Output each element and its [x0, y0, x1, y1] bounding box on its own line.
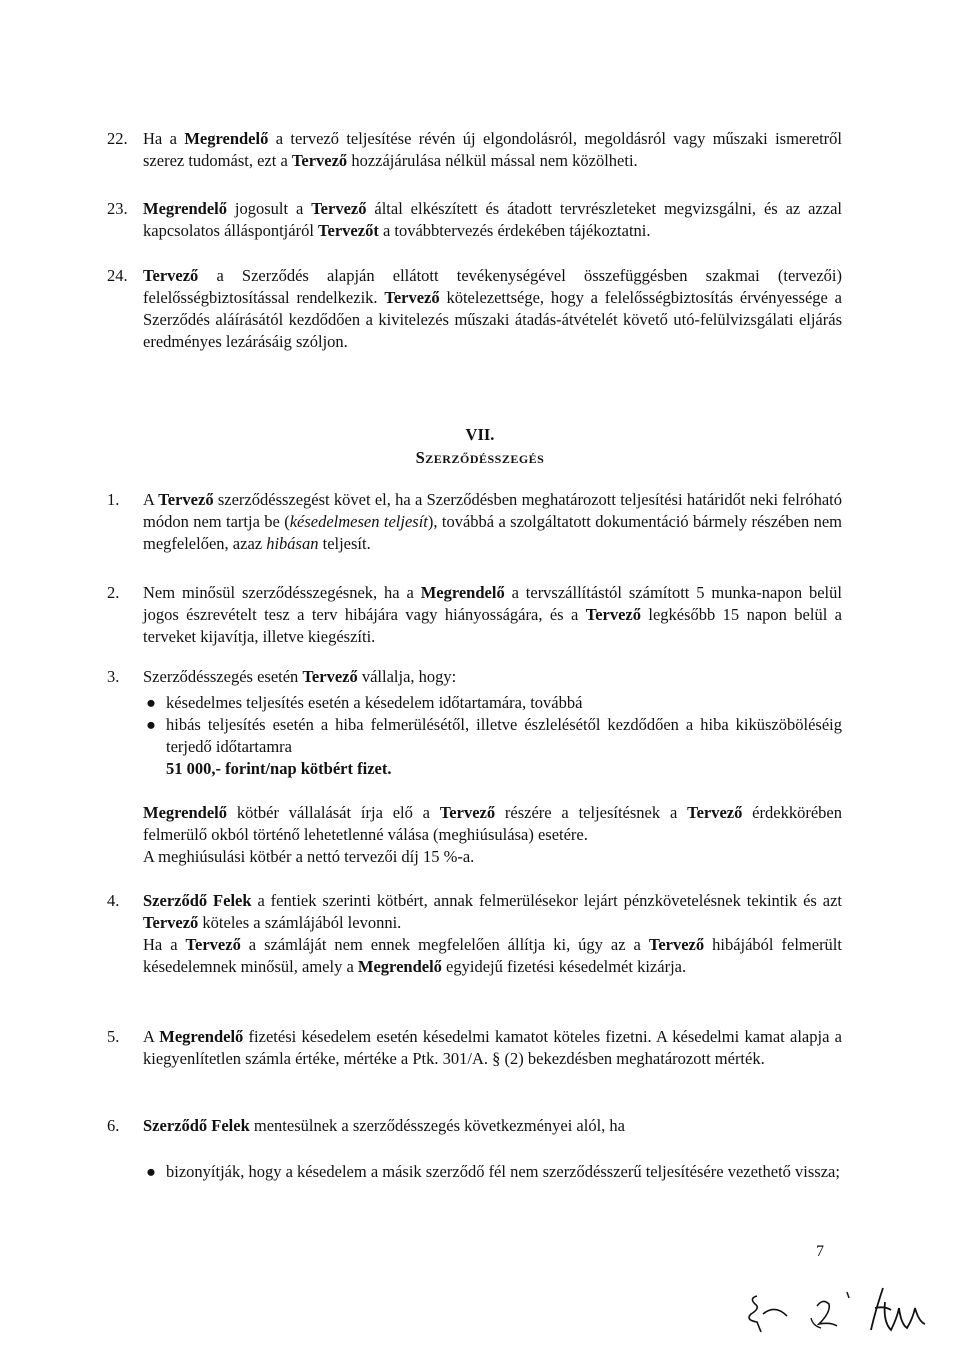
text-run: teljesít. — [318, 534, 371, 553]
bullet-list — [143, 1161, 842, 1183]
paragraph-text — [143, 1026, 842, 1070]
bold-term: Tervező — [439, 803, 496, 822]
bold-term: Tervezőt — [318, 221, 379, 240]
paragraph-part-2 — [143, 934, 842, 978]
paragraph-text — [143, 489, 842, 555]
page-number: 7 — [816, 1243, 824, 1260]
section-number: VII. — [465, 425, 495, 444]
item-text — [143, 265, 842, 353]
penalty-amount: 51 000,- forint/nap kötbért fizet. — [166, 759, 392, 778]
paragraph-3 — [107, 666, 842, 868]
bold-term: Tervező — [585, 605, 641, 624]
paragraph-text — [143, 582, 842, 648]
bold-term: Tervező — [302, 667, 358, 686]
text-run: a Szerződés alapján ellátott tevékenységével összefüggésben szakmai (tervezői) felelősségbiztosítással rendelkezik. — [143, 266, 842, 307]
text-run: egyidejű fizetési késedelmét kizárja. — [441, 957, 687, 976]
text-run: vállalja, hogy: — [357, 667, 457, 686]
list-item-text: késedelmes teljesítés esetén a késedelem időtartamára, továbbá — [166, 693, 583, 712]
text-run: A — [143, 490, 159, 509]
bold-term: Megrendelő — [143, 803, 228, 822]
paragraph-intro — [143, 1115, 842, 1137]
bold-term: Tervező — [384, 288, 440, 307]
bold-term: Tervező — [291, 151, 348, 170]
bold-term: Tervező — [648, 935, 705, 954]
paragraph-number: 4. — [107, 891, 120, 910]
list-item — [143, 692, 842, 714]
text-run: fizetési késedelem esetén késedelmi kamatot köteles fizetni. A késedelmi kamat alapja a kiegyenlítetlen számla értéke, mértéke a Ptk. 301/A. § (2) bekezdésben meghatározott mérték. — [143, 1027, 842, 1068]
text-run: a fentiek szerinti kötbért, annak felmerülésekor lejárt pénzkövetelésnek tekintik és azt — [251, 891, 842, 910]
paragraph-number: 2. — [107, 583, 120, 602]
text-run: Szerződésszegés esetén — [143, 667, 303, 686]
bold-term: Tervező — [687, 803, 743, 822]
item-number: 23. — [107, 199, 128, 218]
paragraph-2 — [107, 582, 842, 648]
bold-term: Megrendelő — [184, 129, 269, 148]
text-run: a számláját nem ennek megfelelően állítja ki, úgy az a — [240, 935, 649, 954]
signature-initials-icon — [735, 1278, 935, 1338]
bold-term: Tervező — [185, 935, 241, 954]
bold-term: Tervező — [143, 266, 199, 285]
text-run: hibájából felmerült késedelemnek minősül, amely a — [143, 935, 842, 976]
item-number: 24. — [107, 266, 128, 285]
text-run: a tervszállítástól számított 5 munka-napon belül jogos észrevételt tesz a terv hibájára vagy hiányosságára, és a — [143, 583, 842, 624]
paragraph-number: 5. — [107, 1027, 120, 1046]
text-run: köteles a számlájából levonni. — [198, 913, 402, 932]
bold-term: Megrendelő — [420, 583, 505, 602]
bold-term: Tervező — [158, 490, 214, 509]
text-run: a továbbtervezés érdekében tájékoztatni. — [378, 221, 651, 240]
bold-term: Szerződő Felek — [143, 891, 252, 910]
paragraph-text — [143, 890, 842, 978]
item-text — [143, 198, 842, 242]
text-run: hozzájárulása nélkül mással nem közölheti. — [347, 151, 638, 170]
paragraph-text — [143, 1115, 842, 1183]
item-24 — [107, 265, 842, 353]
text-run: Nem minősül szerződésszegésnek, ha a — [143, 583, 421, 602]
bold-term: Tervező — [311, 199, 367, 218]
text-run: ), továbbá a szolgáltatott dokumentáció bármely részében nem megfelelően, azaz — [143, 512, 842, 553]
paragraph-number: 6. — [107, 1116, 120, 1135]
list-item-text: hibás teljesítés esetén a hiba felmerülésétől, illetve észlelésétől kezdődően a hiba kiküszöböléséig terjedő időtartamra — [166, 715, 842, 756]
text-run: A — [143, 1027, 160, 1046]
bullet-icon: ● — [146, 693, 156, 712]
penalty-paragraph-2: A meghiúsulási kötbér a nettó tervezői díj 15 %-a. — [143, 847, 475, 866]
text-run: Ha a — [143, 129, 185, 148]
list-item — [143, 714, 842, 758]
text-run: kötbér vállalását írja elő a — [227, 803, 440, 822]
list-item-text: bizonyítják, hogy a késedelem a másik szerződő fél nem szerződésszerű teljesítésére vezethető vissza; — [166, 1162, 840, 1181]
text-run: részére a teljesítésnek a — [495, 803, 688, 822]
penalty-paragraph — [143, 802, 842, 846]
text-run: Ha a — [143, 935, 186, 954]
item-23 — [107, 198, 842, 242]
text-run: legkésőbb 15 napon belül a terveket kijavítja, illetve kiegészíti. — [143, 605, 842, 646]
text-run: érdekkörében felmerülő okból történő lehetetlenné válása (meghiúsulása) esetére. — [143, 803, 842, 844]
bullet-list — [143, 692, 842, 758]
text-run: szerződésszegést követ el, ha a Szerződésben meghatározott teljesítési határidőt neki felróható módon nem tartja be ( — [143, 490, 842, 531]
text-run: kötelezettsége, hogy a felelősségbiztosítás érvényessége a Szerződés aláírásától kezdődően a kivitelezés műszaki átadás-átvételét követő utó-felülvizsgálati eljárás eredményes lezárásáig szóljon. — [143, 288, 842, 351]
bold-term: Megrendelő — [159, 1027, 244, 1046]
bold-term: Szerződő Felek — [143, 1116, 250, 1135]
text-run: mentesülnek a szerződésszegés következményei alól, ha — [249, 1116, 625, 1135]
paragraph-1 — [107, 489, 842, 555]
item-number: 22. — [107, 129, 128, 148]
paragraph-5 — [107, 1026, 842, 1070]
bullet-icon: ● — [146, 1162, 156, 1181]
bold-term: Tervező — [143, 913, 199, 932]
paragraph-number: 1. — [107, 490, 120, 509]
bold-term: Megrendelő — [357, 957, 442, 976]
italic-term: késedelmesen teljesít — [289, 512, 428, 531]
paragraph-number: 3. — [107, 667, 120, 686]
text-run: jogosult a — [227, 199, 312, 218]
italic-term: hibásan — [266, 534, 319, 553]
paragraph-intro — [143, 666, 842, 688]
paragraph-part-1 — [143, 890, 842, 934]
paragraph-text — [143, 666, 842, 868]
bold-term: Megrendelő — [143, 199, 228, 218]
item-22 — [107, 128, 842, 172]
paragraph-6 — [107, 1115, 842, 1183]
text-run: által elkészített és átadott tervrészleteket megvizsgálni, és az azzal kapcsolatos álláspontjáról — [143, 199, 842, 240]
list-item — [143, 1161, 842, 1183]
bullet-icon: ● — [146, 715, 156, 734]
item-text — [143, 128, 842, 172]
text-run: a tervező teljesítése révén új elgondolásról, megoldásról vagy műszaki ismeretről szerez tudomást, ezt a — [143, 129, 842, 170]
paragraph-4 — [107, 890, 842, 978]
section-title: Szerződésszegés — [415, 448, 545, 467]
